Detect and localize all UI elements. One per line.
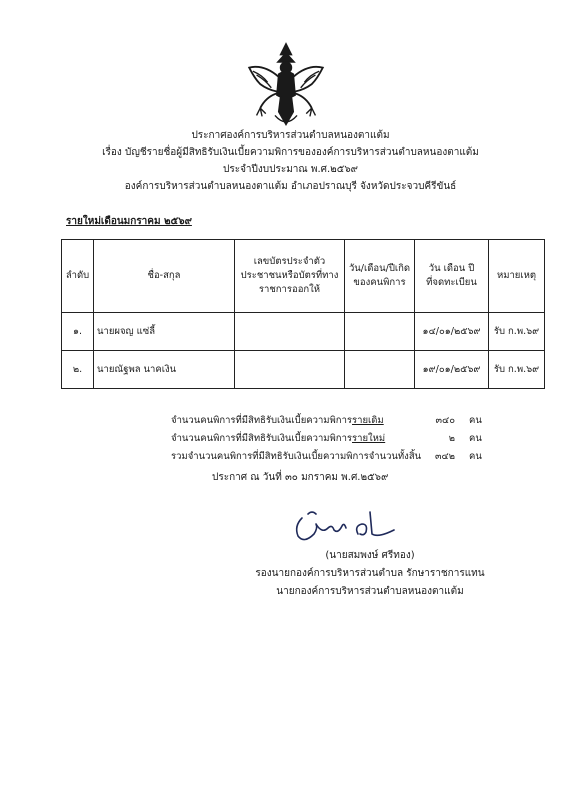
col-header-remark: หมายเหตุ <box>489 240 545 313</box>
handwritten-signature <box>288 504 400 548</box>
organization-address: องค์การบริหารส่วนตำบลหนองตาแต้ม อำเภอปราณบุรี จังหวัดประจวบคีรีขันธ์ <box>124 181 457 192</box>
row-reg-date: ๑๔/๐๑/๒๕๖๙ <box>415 313 489 351</box>
col-header-reg <box>415 240 489 313</box>
table-header-row <box>62 240 545 313</box>
col-header-id-line1: เลขบัตรประจำตัว <box>253 256 326 267</box>
summary-new-label: จำนวนคนพิการที่มีสิทธิรับเงินเบี้ยความพิการ <box>171 433 353 444</box>
summary-new-suffix: รายใหม่ <box>352 433 386 444</box>
summary-block <box>171 412 482 466</box>
col-header-no: ลำดับ <box>62 240 94 313</box>
announcement-date: ประกาศ ณ วันที่ ๓๐ มกราคม พ.ศ.๒๕๖๙ <box>212 472 389 483</box>
signer-name: (นายสมพงษ์ ศรีทอง) <box>325 550 415 561</box>
row-name: นายณัฐพล นาคเงิน <box>94 351 235 389</box>
recipient-table <box>61 239 545 389</box>
signer-title-2: นายกองค์การบริหารส่วนตำบลหนองตาแต้ม <box>276 586 464 597</box>
col-header-reg-line2: ที่จดทะเบียน <box>426 277 477 288</box>
col-header-name: ชื่อ-สกุล <box>94 240 235 313</box>
table-row <box>62 351 545 389</box>
row-dob <box>345 313 415 351</box>
row-id <box>235 351 345 389</box>
table-row <box>62 313 545 351</box>
row-dob <box>345 351 415 389</box>
col-header-id-line2: ประชาชนหรือบัตรที่ทาง <box>240 270 339 281</box>
summary-total-unit: คน <box>469 451 482 462</box>
col-header-id-line3: ราชการออกให้ <box>258 284 321 295</box>
summary-total <box>171 448 482 466</box>
row-no: ๒. <box>62 351 94 389</box>
summary-existing-count: ๓๔๐ <box>435 415 455 426</box>
signer-title-1: รองนายกองค์การบริหารส่วนตำบล รักษาราชการแทน <box>255 568 485 579</box>
summary-new <box>171 430 482 448</box>
summary-existing-unit: คน <box>469 415 482 426</box>
row-no: ๑. <box>62 313 94 351</box>
summary-existing-suffix: รายเดิม <box>352 415 384 426</box>
row-id <box>235 313 345 351</box>
summary-existing <box>171 412 482 430</box>
section-heading: รายใหม่เดือนมกราคม ๒๕๖๙ <box>66 216 192 227</box>
col-header-dob-line2: ของคนพิการ <box>353 277 406 288</box>
garuda-emblem-icon <box>240 40 332 132</box>
row-remark: รับ ก.พ.๖๙ <box>489 313 545 351</box>
col-header-dob <box>345 240 415 313</box>
row-remark: รับ ก.พ.๖๙ <box>489 351 545 389</box>
row-reg-date: ๑๙/๐๑/๒๕๖๙ <box>415 351 489 389</box>
summary-total-count: ๓๔๒ <box>435 451 455 462</box>
col-header-dob-line1: วัน/เดือน/ปีเกิด <box>348 263 411 274</box>
summary-new-count: ๒ <box>448 433 455 444</box>
summary-new-unit: คน <box>469 433 482 444</box>
fiscal-year: ประจำปีงบประมาณ พ.ศ.๒๕๖๙ <box>222 164 359 175</box>
announcement-title: ประกาศองค์การบริหารส่วนตำบลหนองตาแต้ม <box>191 130 390 141</box>
row-name: นายผจญ แซ่ลี้ <box>94 313 235 351</box>
summary-existing-label: จำนวนคนพิการที่มีสิทธิรับเงินเบี้ยความพิการ <box>171 415 353 426</box>
signer-block <box>240 547 500 601</box>
col-header-reg-line1: วัน เดือน ปี <box>428 263 475 274</box>
col-header-id <box>235 240 345 313</box>
summary-total-label: รวมจำนวนคนพิการที่มีสิทธิรับเงินเบี้ยความพิการจำนวนทั้งสิ้น <box>171 451 422 462</box>
announcement-subject: เรื่อง บัญชีรายชื่อผู้มีสิทธิรับเงินเบี้ยความพิการขององค์การบริหารส่วนตำบลหนองตาแต้ม <box>102 147 479 158</box>
